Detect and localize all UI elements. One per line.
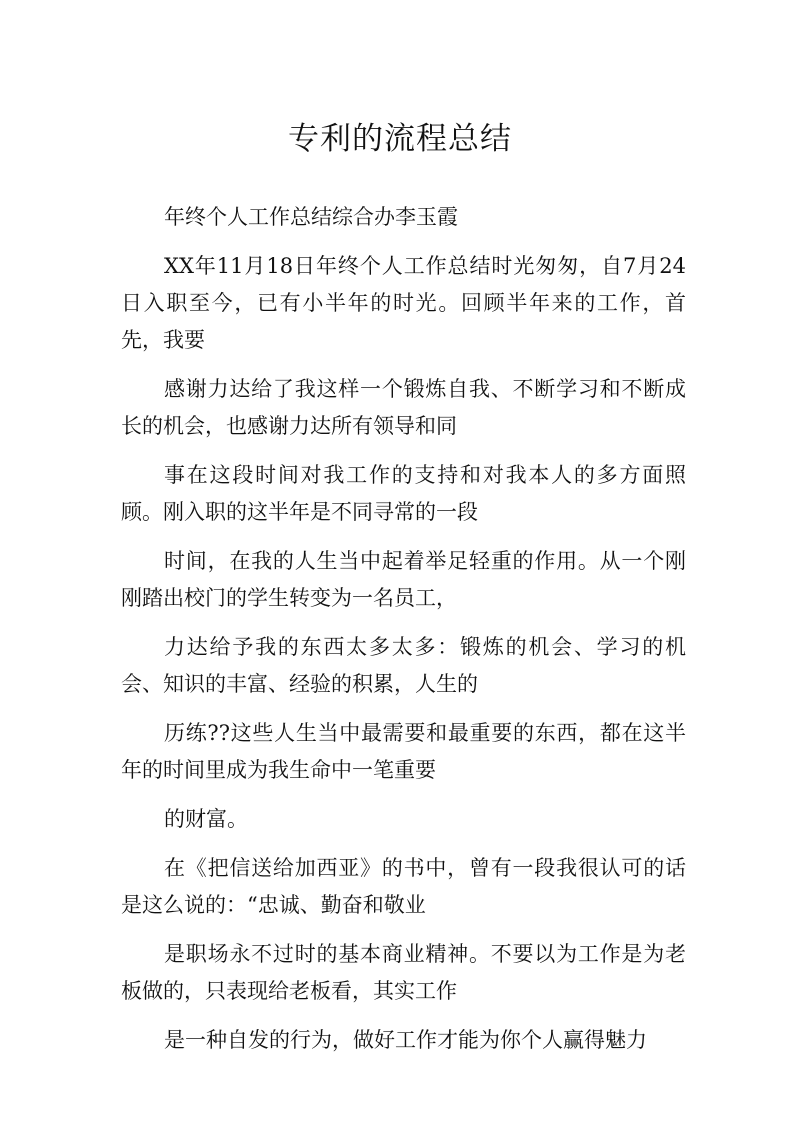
paragraph-9: 在《把信送给加西亚》的书中，曾有一段我很认可的话是这么说的：“忠诚、勤奋和敬业 <box>121 856 686 917</box>
paragraph-7: 历练??这些人生当中最需要和最重要的东西，都在这半年的时间里成为我生命中一笔重要 <box>121 721 686 782</box>
paragraph-5: 时间，在我的人生当中起着举足轻重的作用。从一个刚刚踏出校门的学生转变为一名员工， <box>121 549 686 610</box>
paragraph-3: 感谢力达给了我这样一个锻炼自我、不断学习和不断成长的机会，也感谢力达所有领导和同 <box>121 377 686 438</box>
document-body <box>121 199 686 1059</box>
paragraph-11: 是一种自发的行为，做好工作才能为你个人赢得魅力 <box>164 1028 647 1052</box>
paragraph-6: 力达给予我的东西太多太多：锻炼的机会、学习的机会、知识的丰富、经验的积累，人生的 <box>121 635 686 696</box>
paragraph-2: XX年11月18日年终个人工作总结时光匆匆，自7月24日入职至今，已有小半年的时光。回顾半年来的工作，首先，我要 <box>121 254 686 352</box>
document-title: 专利的流程总结 <box>288 120 512 157</box>
paragraph-10: 是职场永不过时的基本商业精神。不要以为工作是为老板做的，只表现给老板看，其实工作 <box>121 942 686 1003</box>
paragraph-1: 年终个人工作总结综合办李玉霞 <box>164 205 458 229</box>
paragraph-4: 事在这段时间对我工作的支持和对我本人的多方面照顾。刚入职的这半年是不同寻常的一段 <box>121 463 686 524</box>
paragraph-8: 的财富。 <box>164 807 248 831</box>
